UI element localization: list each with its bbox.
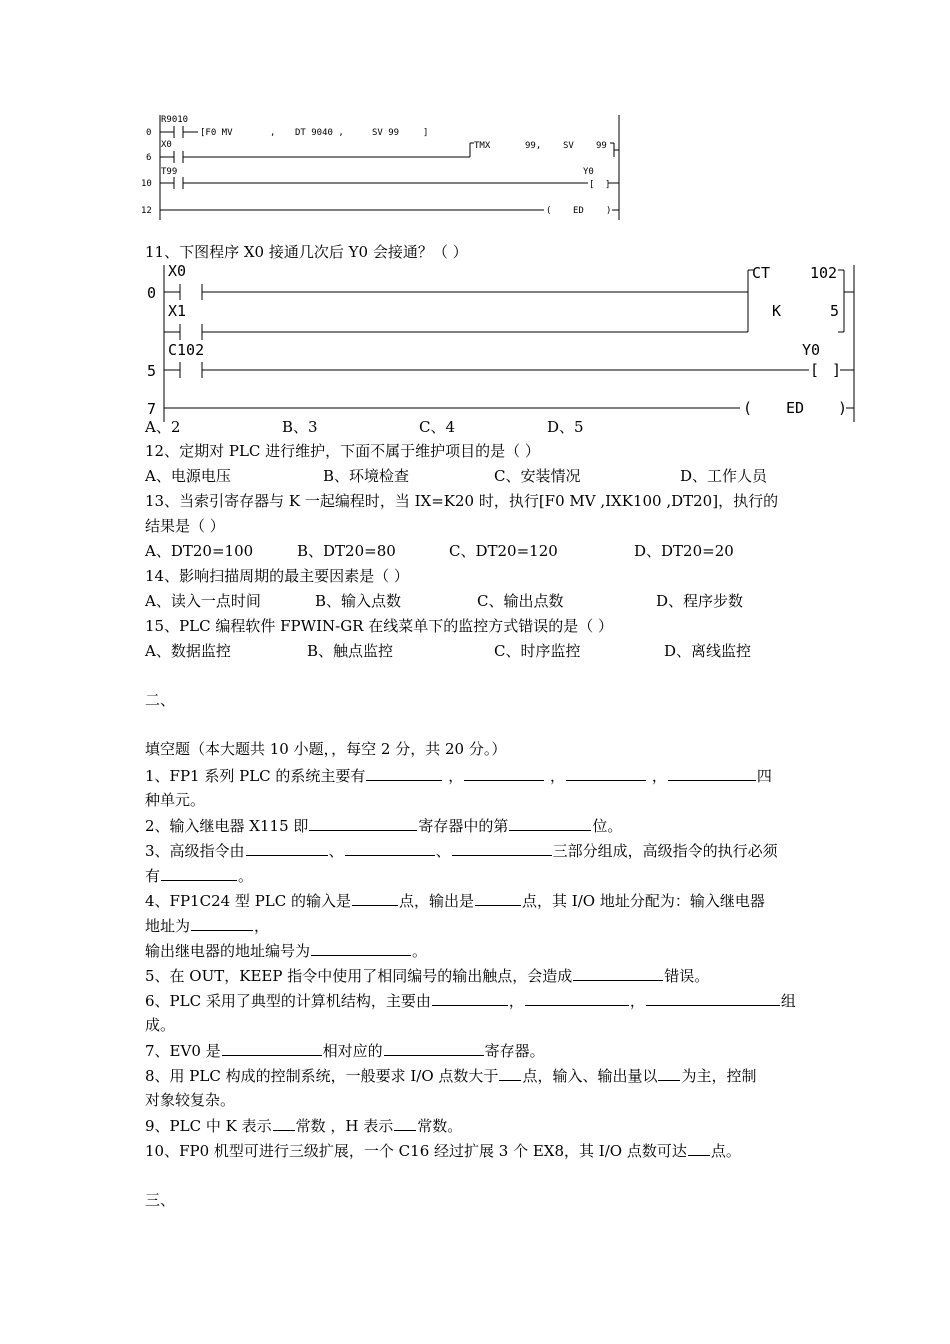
question-11: 11、下图程序 X0 接通几次后 Y0 会接通？（ ） — [145, 243, 468, 261]
row-number: 12 — [141, 206, 152, 216]
separator: ， — [550, 767, 566, 785]
instruction-comma: , — [270, 128, 276, 138]
fill-2-end: 位。 — [592, 817, 623, 835]
ed-open: ( — [546, 206, 552, 216]
counter-number: 102 — [810, 264, 838, 282]
fill-3-end: 。 — [238, 867, 254, 885]
fill-4-cont2 — [145, 940, 427, 961]
fill-1-blank — [366, 765, 442, 781]
fill-6-text: 6、PLC 采用了典型的计算机结构，主要由 — [145, 992, 431, 1010]
option-c: C、4 — [419, 418, 456, 436]
fill-3-blank — [161, 865, 237, 881]
option-a: A、读入一点时间 — [145, 592, 261, 610]
option-a: A、2 — [145, 418, 181, 436]
fill-8-blank — [499, 1065, 521, 1081]
question-14: 14、影响扫描周期的最主要因素是（ ） — [145, 567, 409, 585]
fill-3-cont — [145, 865, 253, 886]
fill-3-text: 三部分组成，高级指令的执行必须 — [552, 842, 778, 860]
fill-6-blank — [646, 990, 780, 1006]
timer-sv-value: 99 — [596, 141, 607, 151]
separator: 、 — [435, 842, 451, 860]
fill-1 — [145, 765, 772, 786]
row-number: 0 — [146, 128, 152, 138]
fill-5-blank — [573, 965, 663, 981]
coil-open: [ — [810, 361, 820, 379]
instruction-f0: [F0 MV — [200, 128, 233, 138]
fill-7-blank — [222, 1040, 322, 1056]
fill-9-end: 常数。 — [417, 1117, 463, 1135]
coil-close: ] — [605, 180, 611, 190]
fill-1-blank — [464, 765, 544, 781]
fill-4-text: 点，其 I/O 地址分配为：输入继电器 — [522, 892, 765, 910]
fill-10 — [145, 1140, 741, 1161]
timer-tmx: TMX — [474, 141, 491, 151]
question-15: 15、PLC 编程软件 FPWIN-GR 在线菜单下的监控方式错误的是（ ） — [145, 617, 614, 635]
option-d: D、程序步数 — [656, 592, 744, 610]
fill-4-text: 点，输出是 — [399, 892, 475, 910]
fill-6-end: 组 — [780, 992, 796, 1010]
option-b: B、3 — [282, 418, 318, 436]
fill-5 — [145, 965, 709, 986]
fill-10-blank — [688, 1140, 710, 1156]
ed-close: ) — [606, 206, 612, 216]
option-b: B、输入点数 — [315, 592, 402, 610]
fill-4-text: 地址为 — [145, 917, 191, 935]
option-a: A、电源电压 — [145, 467, 231, 485]
contact-label: C102 — [168, 341, 205, 359]
fill-2 — [145, 815, 622, 836]
contact-label: R9010 — [161, 115, 189, 125]
fill-10-text: 10、FP0 机型可进行三级扩展，一个 C16 经过扩展 3 个 EX8，其 I/O 点数可达 — [145, 1142, 687, 1160]
option-c: C、输出点数 — [477, 592, 564, 610]
coil-y0-label: Y0 — [802, 341, 821, 359]
timer-number: 99, — [525, 141, 542, 151]
question-12: 12、定期对 PLC 进行维护，下面不属于维护项目的是（ ） — [145, 442, 540, 460]
contact-label: X0 — [161, 140, 172, 150]
instruction-sv: SV 99 — [372, 128, 400, 138]
fill-4-blank — [311, 940, 411, 956]
fill-3-text: 3、高级指令由 — [145, 842, 245, 860]
option-b: B、环境检查 — [323, 467, 410, 485]
fill-2-blank — [509, 815, 591, 831]
row-number: 5 — [147, 362, 157, 380]
fill-5-end: 错误。 — [664, 967, 710, 985]
fill-1-blank — [668, 765, 756, 781]
contact-label: T99 — [161, 167, 178, 177]
separator: ， — [508, 992, 524, 1010]
contact-label: X1 — [168, 302, 187, 320]
fill-4-text: ， — [254, 917, 270, 935]
option-d: D、5 — [547, 418, 584, 436]
fill-8-cont: 对象较复杂。 — [145, 1091, 236, 1109]
fill-4-text: 输出继电器的地址编号为 — [145, 942, 311, 960]
instruction-close: ] — [423, 128, 429, 138]
fill-4-end: 。 — [412, 942, 428, 960]
separator: ， — [629, 992, 645, 1010]
coil-close: ] — [832, 361, 842, 379]
fill-9-text: 9、PLC 中 K 表示 — [145, 1117, 272, 1135]
row-number: 0 — [147, 284, 157, 302]
fill-1-blank — [566, 765, 646, 781]
timer-sv: SV — [563, 141, 574, 151]
fill-7-text: 相对应的 — [322, 1042, 383, 1060]
fill-3-text: 有 — [145, 867, 161, 885]
fill-2-blank — [309, 815, 417, 831]
fill-1-cont: 种单元。 — [145, 791, 206, 809]
fill-9-blank — [394, 1115, 416, 1131]
counter-ct: CT — [752, 264, 771, 282]
fill-6 — [145, 990, 796, 1011]
fill-8 — [145, 1065, 756, 1086]
fill-3-blank — [246, 840, 328, 856]
fill-1-end: 四 — [756, 767, 772, 785]
question-13-cont: 结果是（ ） — [145, 517, 225, 535]
option-b: B、DT20=80 — [297, 542, 396, 560]
fill-4-blank — [191, 915, 253, 931]
ed-label: ED — [573, 206, 584, 216]
question-13: 13、当索引寄存器与 K 一起编程时，当 IX=K20 时，执行[F0 MV ,IXK100 ,DT20]，执行的 — [145, 492, 779, 510]
fill-10-end: 点。 — [710, 1142, 741, 1160]
fill-6-cont: 成。 — [145, 1016, 176, 1034]
fill-4 — [145, 890, 765, 911]
fill-3-blank — [452, 840, 552, 856]
option-c: C、安装情况 — [494, 467, 581, 485]
section-2-label: 二、 — [145, 691, 176, 709]
option-c: C、时序监控 — [494, 642, 581, 660]
fill-3 — [145, 840, 778, 861]
fill-2-text: 2、输入继电器 X115 即 — [145, 817, 309, 835]
option-a: A、数据监控 — [145, 642, 231, 660]
fill-7-blank — [384, 1040, 484, 1056]
option-d: D、工作人员 — [680, 467, 768, 485]
instruction-dt: DT 9040 , — [295, 128, 344, 138]
fill-6-blank — [432, 990, 508, 1006]
counter-k-value: 5 — [830, 302, 840, 320]
option-b: B、触点监控 — [307, 642, 394, 660]
coil-open: [ — [589, 180, 595, 190]
fill-5-text: 5、在 OUT，KEEP 指令中使用了相同编号的输出触点，会造成 — [145, 967, 573, 985]
ladder-diagram-1 — [140, 110, 630, 225]
separator: 、 — [328, 842, 344, 860]
row-number: 7 — [147, 400, 157, 418]
option-d: D、DT20=20 — [634, 542, 734, 560]
row-number: 10 — [141, 179, 152, 189]
fill-4-text: 4、FP1C24 型 PLC 的输入是 — [145, 892, 351, 910]
fill-4-blank — [475, 890, 521, 906]
section-2-header: 填空题（本大题共 10 小题，，每空 2 分，共 20 分。） — [145, 740, 507, 758]
fill-8-blank — [658, 1065, 680, 1081]
separator: ， — [651, 767, 667, 785]
fill-8-text: 8、用 PLC 构成的控制系统，一般要求 I/O 点数大于 — [145, 1067, 499, 1085]
fill-9 — [145, 1115, 462, 1136]
fill-8-text: 点，输入、输出量以 — [522, 1067, 658, 1085]
fill-9-blank — [273, 1115, 295, 1131]
fill-4-cont — [145, 915, 269, 936]
separator: ， — [448, 767, 464, 785]
fill-9-text: 常数 ，H 表示 — [295, 1117, 394, 1135]
fill-7-text: 7、EV0 是 — [145, 1042, 221, 1060]
fill-7 — [145, 1040, 545, 1061]
row-number: 6 — [146, 153, 152, 163]
ed-open: ( — [743, 399, 753, 417]
fill-8-text: 为主，控制 — [681, 1067, 757, 1085]
contact-label: X0 — [168, 262, 187, 280]
fill-6-blank — [525, 990, 629, 1006]
fill-1-text: 1、FP1 系列 PLC 的系统主要有 — [145, 767, 366, 785]
ed-close: ) — [838, 399, 848, 417]
fill-3-blank — [345, 840, 435, 856]
section-3-label: 三、 — [145, 1191, 176, 1209]
option-c: C、DT20=120 — [449, 542, 558, 560]
fill-2-text: 寄存器中的第 — [418, 817, 509, 835]
option-d: D、离线监控 — [664, 642, 752, 660]
ladder-diagram-2 — [140, 260, 860, 425]
fill-7-end: 寄存器。 — [484, 1042, 545, 1060]
counter-k: K — [772, 302, 782, 320]
ed-label: ED — [786, 399, 805, 417]
option-a: A、DT20=100 — [145, 542, 254, 560]
coil-y0-label: Y0 — [583, 167, 594, 177]
fill-4-blank — [352, 890, 398, 906]
